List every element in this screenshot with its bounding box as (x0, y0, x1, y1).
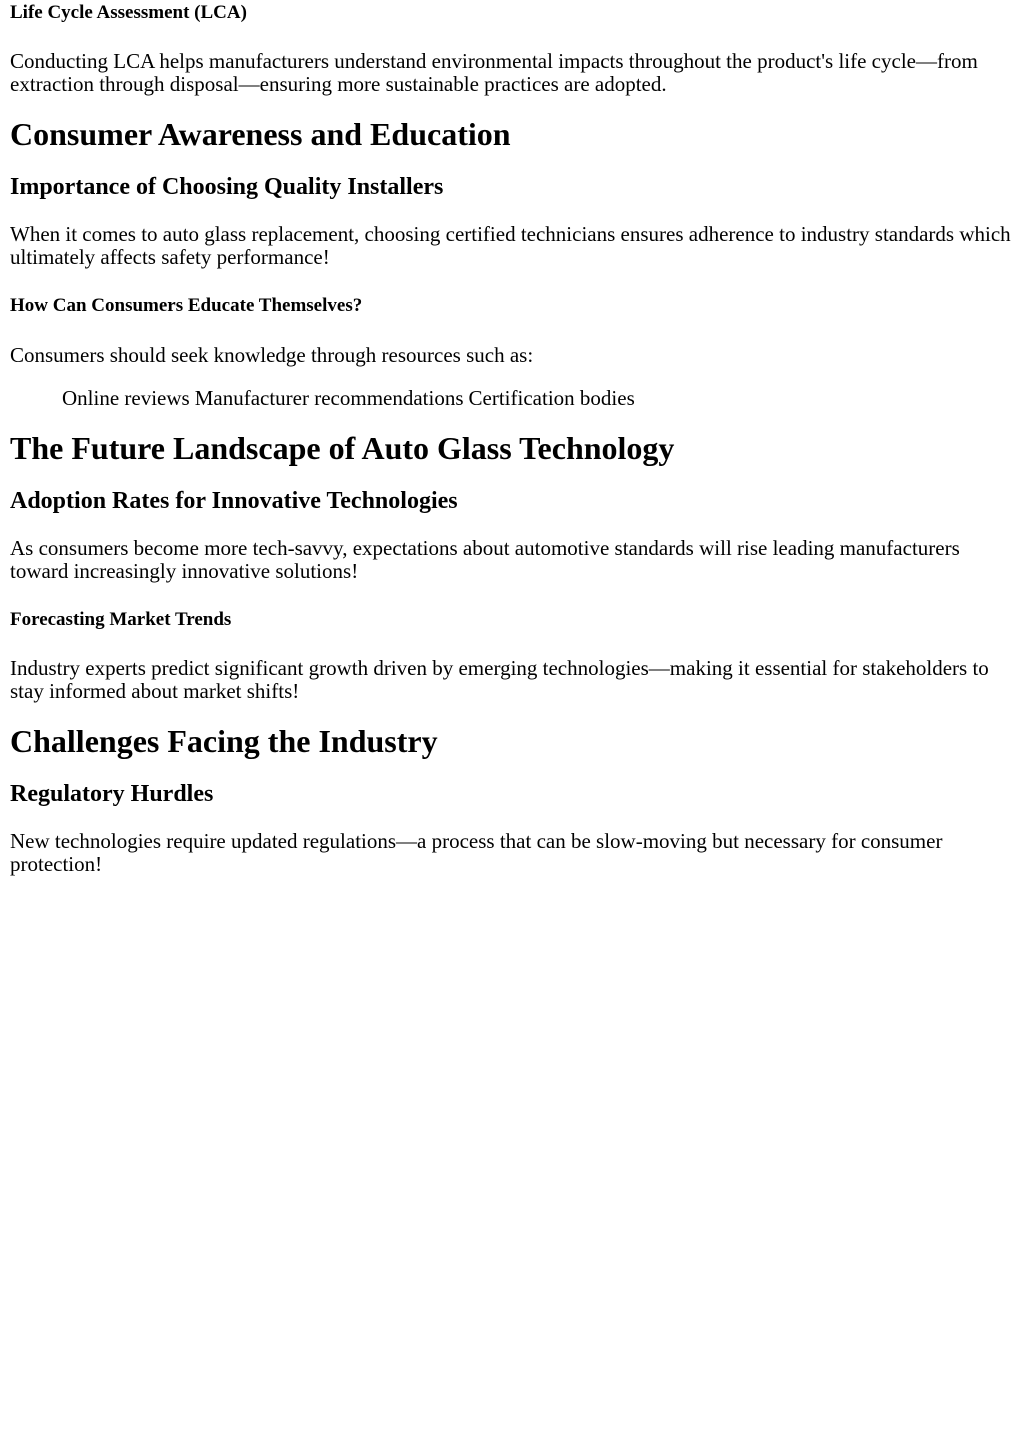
forecasting-heading: Forecasting Market Trends (10, 608, 232, 630)
lca-paragraph: Conducting LCA helps manufacturers understand environmental impacts throughout the product's life cycle—from extraction through disposal—ensuring more sustainable practices are adopted. (10, 49, 978, 97)
resource-certification-bodies: Certification bodies (468, 385, 635, 410)
lca-heading: Life Cycle Assessment (LCA) (10, 2, 247, 23)
future-landscape-heading: The Future Landscape of Auto Glass Technology (10, 429, 675, 466)
educate-heading: How Can Consumers Educate Themselves? (10, 295, 363, 317)
resources-list (10, 387, 1014, 410)
list-item (62, 386, 640, 410)
adoption-paragraph: As consumers become more tech-savvy, expectations about automotive standards will rise leading manufacturers toward increasingly innovative solutions! (10, 535, 960, 583)
quality-installers-heading: Importance of Choosing Quality Installers (10, 174, 444, 201)
resource-online-reviews: Online reviews (62, 385, 190, 410)
consumer-awareness-heading: Consumer Awareness and Education (10, 116, 511, 153)
adoption-rates-heading: Adoption Rates for Innovative Technologies (10, 487, 458, 514)
forecasting-paragraph: Industry experts predict significant growth driven by emerging technologies—making it essential for stakeholders to stay informed about market shifts! (10, 655, 989, 703)
educate-paragraph: Consumers should seek knowledge through resources such as: (10, 342, 534, 367)
regulatory-paragraph: New technologies require updated regulations—a process that can be slow-moving but necessary for consumer protection! (10, 828, 943, 876)
installers-paragraph: When it comes to auto glass replacement, choosing certified technicians ensures adherence to industry standards which ultimately affects safety performance! (10, 222, 1011, 270)
regulatory-hurdles-heading: Regulatory Hurdles (10, 780, 214, 807)
challenges-heading: Challenges Facing the Industry (10, 722, 438, 759)
resource-manufacturer-recommendations: Manufacturer recommendations (194, 385, 464, 410)
